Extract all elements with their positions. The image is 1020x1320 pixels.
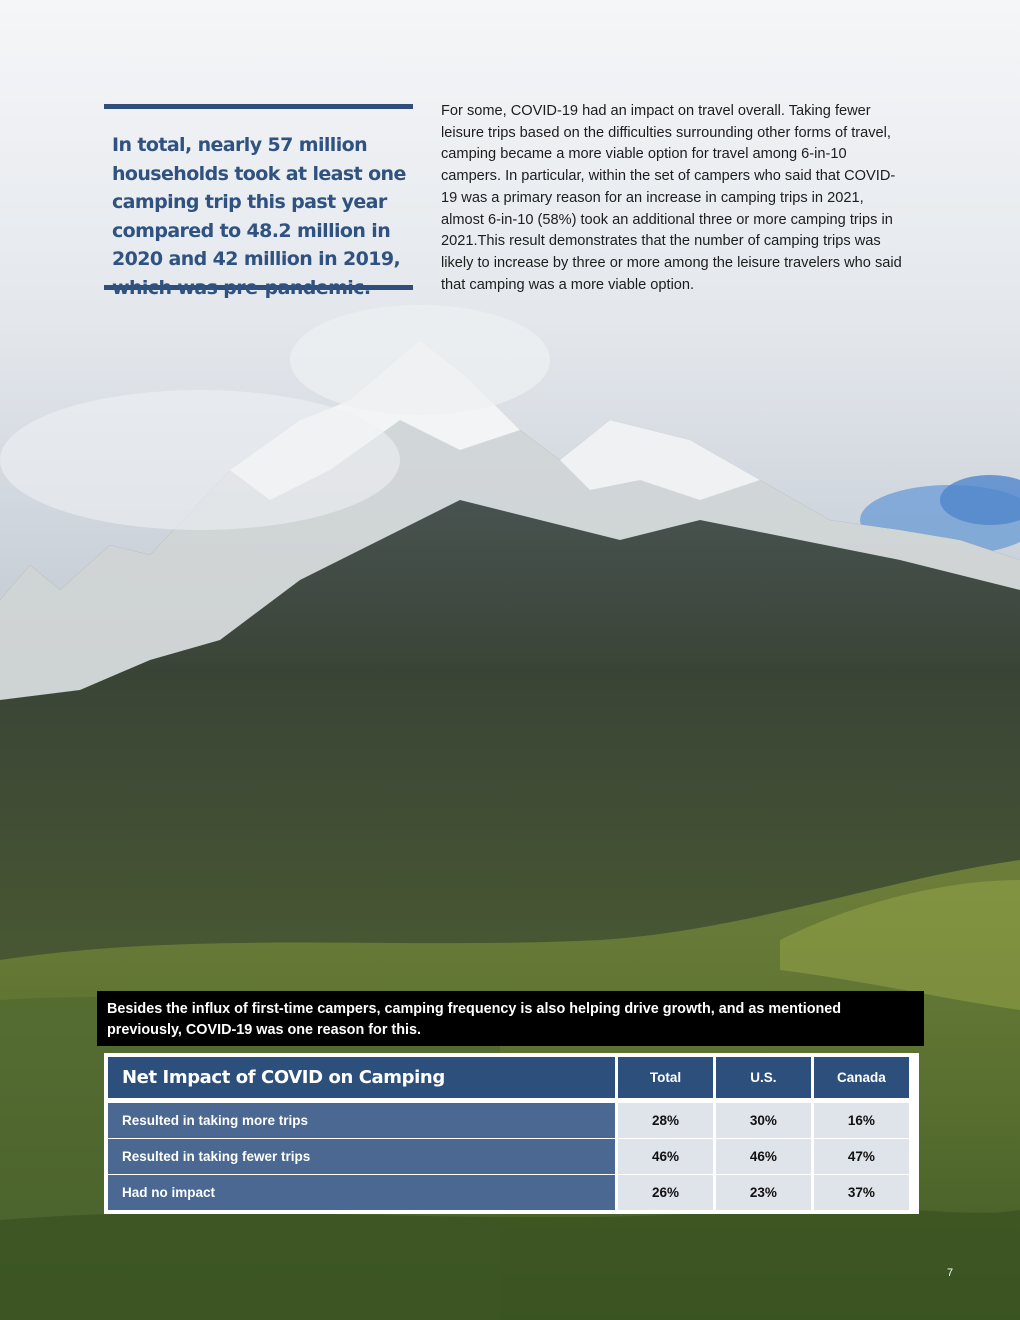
cell-value: 37% bbox=[814, 1174, 909, 1210]
cell-value: 16% bbox=[814, 1102, 909, 1138]
table-row bbox=[108, 1102, 909, 1138]
pull-quote-text: In total, nearly 57 million households took at least one camping trip this past year compared to 48.2 million in 2020 and 42 million in 2019, which was pre-pandemic. bbox=[112, 134, 406, 299]
cell-value: 26% bbox=[618, 1174, 713, 1210]
covid-impact-table bbox=[104, 1053, 919, 1214]
cell-value: 47% bbox=[814, 1138, 909, 1174]
cell-value: 23% bbox=[716, 1174, 811, 1210]
page-number: 7 bbox=[947, 1267, 954, 1279]
table-row bbox=[108, 1138, 909, 1174]
cell-value: 28% bbox=[618, 1102, 713, 1138]
body-paragraph: For some, COVID-19 had an impact on travel overall. Taking fewer leisure trips based on the difficulties surrounding other forms of travel, camping became a more viable option for travel among 6-in-10 campers. In particular, within the set of campers who said that COVID-19 was a primary reason for an increase in camping trips in 2021, almost 6-in-10 (58%) took an additional three or more camping trips in 2021.This result demonstrates that the number of camping trips was likely to increase by three or more among the leisure travelers who said that camping was a more viable option. bbox=[441, 103, 902, 293]
cell-value: 30% bbox=[716, 1102, 811, 1138]
table-intro-text: Besides the influx of first-time campers, camping frequency is also helping drive growth, and as mentioned previously, COVID-19 was one reason for this. bbox=[107, 1001, 842, 1038]
table-header-row bbox=[108, 1057, 909, 1098]
row-label: Resulted in taking fewer trips bbox=[108, 1138, 615, 1174]
pull-quote bbox=[104, 104, 413, 299]
row-label: Resulted in taking more trips bbox=[108, 1102, 615, 1138]
cell-value: 46% bbox=[716, 1138, 811, 1174]
table-row bbox=[108, 1174, 909, 1210]
table-intro-banner bbox=[97, 991, 924, 1046]
column-header-us: U.S. bbox=[716, 1057, 811, 1098]
table-title: Net Impact of COVID on Camping bbox=[108, 1057, 615, 1098]
cell-value: 46% bbox=[618, 1138, 713, 1174]
row-label: Had no impact bbox=[108, 1174, 615, 1210]
column-header-total: Total bbox=[618, 1057, 713, 1098]
column-header-canada: Canada bbox=[814, 1057, 909, 1098]
